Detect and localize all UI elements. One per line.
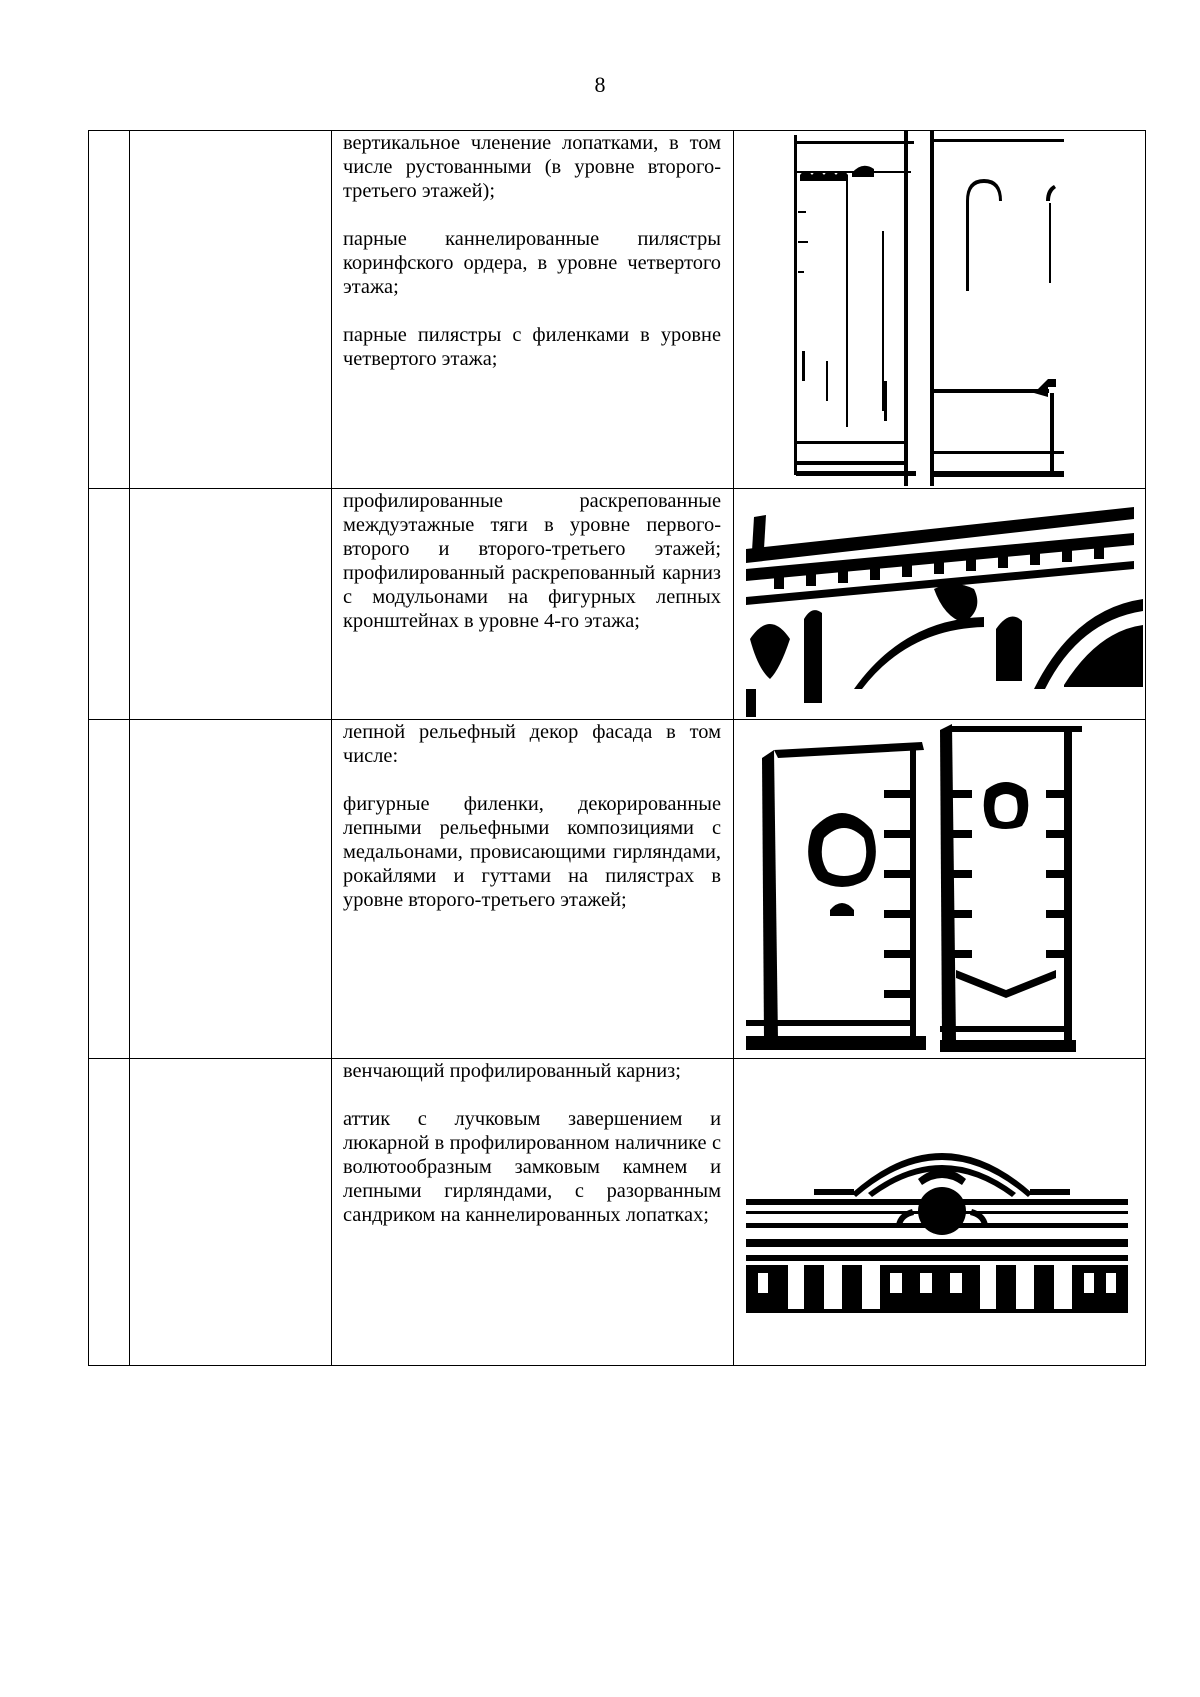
description-cell (332, 720, 734, 1059)
photo-cell (734, 131, 1146, 489)
description-paragraph: лепной рельефный декор фасада в том числе: (343, 721, 721, 767)
description-cell (332, 1059, 734, 1366)
table-row (89, 1059, 1146, 1366)
description-paragraph: аттик с лучковым завершением и люкарной в профилированном наличнике с волютообразным замковым камнем и лепными гирляндами, с разорванным сандриком на каннелированных лопатках; (343, 1108, 721, 1226)
row-name-cell (130, 489, 332, 720)
description-cell (332, 131, 734, 489)
table-row (89, 489, 1146, 720)
row-name-cell (130, 720, 332, 1059)
attic-lucarne-photo (734, 1059, 1143, 1363)
description-paragraph: венчающий профилированный карниз; (343, 1060, 681, 1082)
photo-cell (734, 489, 1146, 720)
description-paragraph: парные пилястры с филенками в уровне четвертого этажа; (343, 324, 721, 370)
row-number-cell (89, 1059, 130, 1366)
photo-cell (734, 1059, 1146, 1366)
table-row (89, 720, 1146, 1059)
description-paragraph: парные каннелированные пилястры коринфского ордера, в уровне четвертого этажа; (343, 228, 721, 298)
relief-panels-photo (734, 720, 1143, 1056)
description-paragraph: фигурные филенки, декорированные лепными рельефными композициями с медальонами, провисающими гирляндами, рокайлями и гуттами на пилястрах в уровне второго-третьего этажей; (343, 793, 721, 911)
row-number-cell (89, 131, 130, 489)
facade-pilasters-photo (734, 131, 1143, 486)
description-paragraph: профилированные раскрепованные междуэтажные тяги в уровне первого-второго и второго-третьего этажей; профилированный раскрепованный карниз с модульонами на фигурных лепных кронштейнах в уровне 4-го этажа; (343, 490, 721, 632)
row-number-cell (89, 489, 130, 720)
protection-subject-table (88, 130, 1146, 1366)
table-row (89, 131, 1146, 489)
description-paragraph: вертикальное членение лопатками, в том числе рустованными (в уровне второго-третьего этажей); (343, 132, 721, 202)
description-cell (332, 489, 734, 720)
row-name-cell (130, 131, 332, 489)
cornice-modillions-photo (734, 489, 1143, 717)
row-number-cell (89, 720, 130, 1059)
row-name-cell (130, 1059, 332, 1366)
page-number: 8 (594, 72, 606, 97)
photo-cell (734, 720, 1146, 1059)
